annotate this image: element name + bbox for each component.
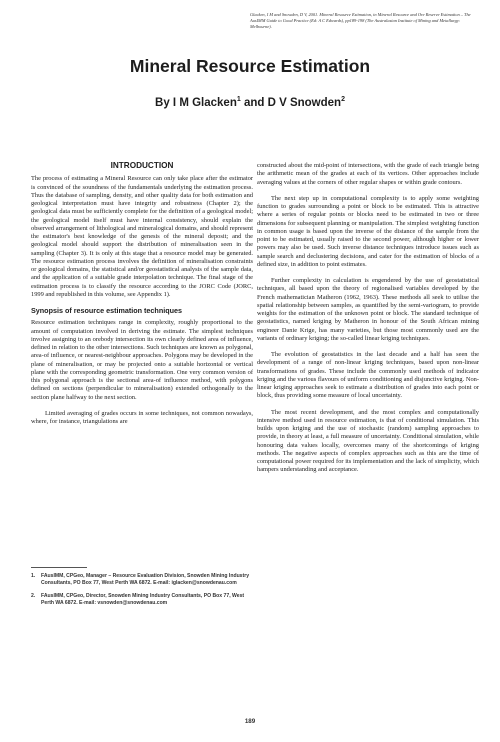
right-column — [257, 162, 479, 475]
byline-prefix: By I M Glacken — [155, 97, 237, 109]
footnote-text: FAusIMM, CPGeo, Director, Snowden Mining Industry Consultants, PO Box 77, West Perth WA 6872. E-mail: vsnowden@snowdenau.com — [41, 592, 245, 607]
footnotes — [31, 573, 253, 613]
footnote-divider — [31, 567, 87, 568]
right-paragraph-5: The most recent development, and the most complex and computationally intensive method used in resource estimation, is that of conditional simulation. This builds upon kriging and the use of stochastic (random) sampling approaches to provide, in theory at least, a full measure of uncertainty. Conditional simulation, while honouring data values locally, overcomes many of the shortcomings of kriging methods. The negative aspects of complex approaches such as this are the time of computational power required for its implementation and the lack of simplicity, which hampers understanding and acceptance. — [257, 408, 479, 474]
byline-connector: and D V Snowden — [240, 97, 342, 109]
footnote-2 — [31, 593, 253, 608]
author-mark-2: 2 — [341, 96, 345, 103]
right-paragraph-3: Further complexity in calculation is engendered by the use of geostatistical techniques, all based upon the theory of regionalised variables developed by the French mathematician Matheron (1962, 1963). These methods all seek to utilise the spatial relationship between samples, as quantified by the semi-variogram, to provide weights for the estimation of the unknown point or block. The standard technique of geostatistics, named kriging by Matheron in honour of the South African mining engineer Danie Krige, has many varieties, but those most commonly used are the variants of ordinary kriging; the so-called linear kriging techniques. — [257, 277, 479, 342]
synopsis-paragraph-1: Resource estimation techniques range in complexity, roughly proportional to the amount of computation involved in deriving the estimate. The simplest techniques involve assigning to an orebody intersection its own clearly defined area of influence, defined in relation to the other intersections. Such techniques are known as polygonal, area-of influence, or nearest-neighbour approaches. Polygons may be developed in the plane of mineralisation, or may be projected onto a suitable horizontal or vertical plane with the corresponding geometric transformation. One very common version of this polygonal approach is the sectional area-of influence method, with polygons defined on sections (perpendicular to mineralisation) extended orthogonally to the section plane halfway to the next section. — [31, 319, 253, 401]
right-paragraph-2: The next step up in computational complexity is to apply some weighting function to grades surrounding a point or block to be estimated. This is attractive where a series of regular points or blocks need to be estimated in two or three dimensions for subsequent planning or manipulation. The simplest weighting function in common usage is based upon the inverse of the distance of the sample from the point to be estimated, usually raised to the second power, although higher or lower powers may also be used. Such inverse distance techniques introduce issues such as sample search and declustering decisions, and cater for the estimation of blocks of a defined size, in addition to point estimates. — [257, 194, 479, 268]
paper-title: Mineral Resource Estimation — [129, 56, 371, 76]
footnote-text: FAusIMM, CPGeo, Manager – Resource Evaluation Division, Snowden Mining Industry Consultants, PO Box 77, West Perth WA 6872. E-mail: iglacken@snowdenau.com — [41, 573, 250, 587]
page-number: 189 — [244, 718, 256, 725]
introduction-heading: INTRODUCTION — [110, 161, 174, 170]
right-paragraph-1: constructed about the mid-point of intersections, with the grade of each triangle being the arithmetic mean of the grades at each of its vertices. Other approaches include averaging values at the corners of other regular shapes or within grade contours. — [257, 162, 479, 186]
author-byline — [0, 97, 500, 109]
footnote-1 — [31, 573, 253, 588]
author-mark-1: 1 — [236, 96, 241, 103]
synopsis-heading: Synopsis of resource estimation techniques — [31, 306, 182, 315]
left-column — [31, 162, 253, 426]
header-citation: Glacken, I M and Snowden, D V, 2001. Mineral Resource Estimation, in Mineral Resource and Ore Reserve Estimation – The AusIMM Guide to Good Practice (Ed: A C Edwards), pp189-198 (The Australasian Institute of Mining and Metallurgy: Melbourne). — [250, 12, 471, 30]
synopsis-paragraph-2: Limited averaging of grades occurs in some techniques, not common nowadays, where, for instance, triangulations are — [31, 409, 253, 425]
intro-paragraph: The process of estimating a Mineral Resource can only take place after the estimator is convinced of the soundness of the fundamentals underlying the estimation process. Thus the database of sampling, density, and other quality data for both estimation and geological interpretation must have integrity and robustness (Chapter 2); the geological data must be sufficiently complete for the definition of a geological model; the geological model itself must have internal consistency, should explain the observed arrangement of lithological and mineralogical domains, and should represent the estimator's best knowledge of the genesis of the mineral deposit; and the geological model should support the distribution of mineralisation seen in the sampling (Chapter 3). It is only at this stage that a resource model may be generated. The resource estimation process involves the definition of mineralisation constraints or geological domains, the statistical and/or geostatistical analysis of the sample data, and the application of a suitable grade interpolation technique. The final stage of the estimation process is to classify the resource according to the JORC Code (JORC, 1999 and republished in this volume, see Appendix 1). — [31, 175, 253, 298]
footnote-number: 1. — [31, 573, 36, 579]
right-paragraph-4: The evolution of geostatistics in the last decade and a half has seen the development of a range of non-linear kriging techniques, based upon non-linear transformations of grades. These include the commonly used methods of indicator kriging and the various flavours of uniform conditioning and disjunctive kriging. Non-linear kriging approaches seek to estimate a distribution of grades into each point or block, thus providing some measure of local uncertainty. — [257, 351, 479, 400]
footnote-number: 2. — [31, 592, 36, 599]
